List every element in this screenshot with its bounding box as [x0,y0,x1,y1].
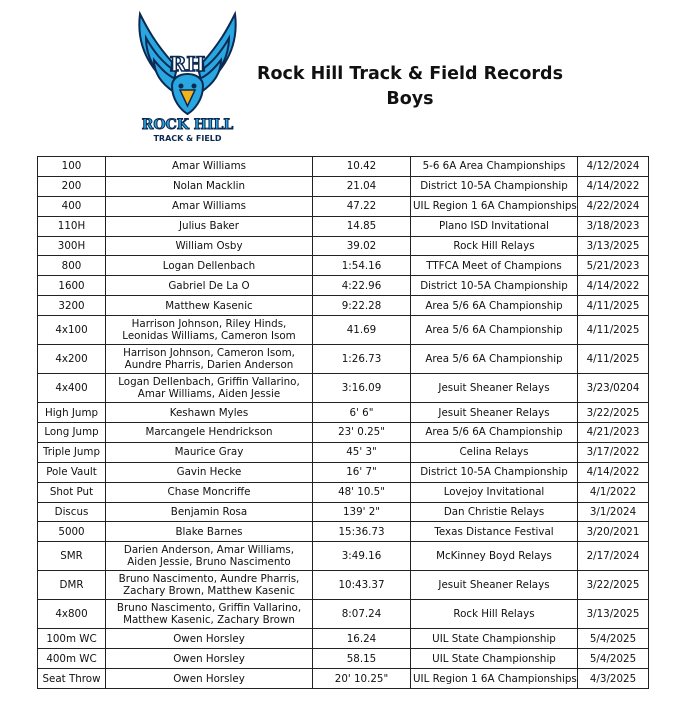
mark-cell: 14.85 [313,216,411,236]
event-cell: 300H [38,236,106,256]
table-row [38,196,649,216]
event-cell: Pole Vault [38,462,106,482]
date-cell: 4/11/2025 [578,296,649,316]
logo-subtitle: TRACK & FIELD [153,134,222,143]
mark-cell: 41.69 [313,316,411,345]
event-cell: 400m WC [38,649,106,669]
event-cell: 4x800 [38,600,106,629]
meet-cell: Area 5/6 6A Championship [411,316,578,345]
athlete-cell [106,316,313,345]
meet-cell: District 10-5A Championship [411,276,578,296]
date-cell: 4/11/2025 [578,345,649,374]
mark-cell: 139' 2" [313,502,411,522]
table-row [38,316,649,345]
athlete-line: Leonidas Williams, Cameron Isom [122,330,296,343]
table-row [38,256,649,276]
table-row [38,522,649,542]
table-row [38,502,649,522]
table-row [38,216,649,236]
athlete-line: Harrison Johnson, Riley Hinds, [131,318,287,331]
athlete-cell: Owen Horsley [106,629,313,649]
meet-cell: Jesuit Sheaner Relays [411,374,578,403]
date-cell: 3/18/2023 [578,216,649,236]
table-row [38,374,649,403]
athlete-cell: Maurice Gray [106,442,313,462]
table-row [38,629,649,649]
meet-cell: Area 5/6 6A Championship [411,345,578,374]
date-cell: 4/21/2023 [578,423,649,443]
athlete-line: Bruno Nascimento, Aundre Pharris, [118,573,300,586]
meet-cell: Jesuit Sheaner Relays [411,403,578,423]
date-cell: 3/13/2025 [578,600,649,629]
date-cell: 4/1/2022 [578,482,649,502]
meet-cell: Jesuit Sheaner Relays [411,571,578,600]
logo-monogram: RH [169,52,206,76]
event-cell: 4x400 [38,374,106,403]
date-cell: 3/20/2021 [578,522,649,542]
table-row [38,423,649,443]
date-cell: 4/11/2025 [578,316,649,345]
meet-cell: District 10-5A Championship [411,462,578,482]
date-cell: 4/14/2022 [578,176,649,196]
event-cell: 100m WC [38,629,106,649]
table-row [38,276,649,296]
mark-cell: 3:49.16 [313,542,411,571]
athlete-line: Harrison Johnson, Cameron Isom, [123,347,295,360]
meet-cell: UIL Region 1 6A Championships [411,669,578,689]
date-cell: 4/14/2022 [578,462,649,482]
table-row [38,571,649,600]
event-cell: 5000 [38,522,106,542]
athlete-cell: Marcangele Hendrickson [106,423,313,443]
athlete-cell: Nolan Macklin [106,176,313,196]
event-cell: 800 [38,256,106,276]
mark-cell: 39.02 [313,236,411,256]
mark-cell: 1:26.73 [313,345,411,374]
athlete-line: Zachary Brown, Matthew Kasenic [123,585,295,598]
athlete-cell: William Osby [106,236,313,256]
athlete-cell: Owen Horsley [106,649,313,669]
athlete-cell: Amar Williams [106,196,313,216]
mark-cell: 10:43.37 [313,571,411,600]
athlete-cell: Amar Williams [106,157,313,177]
athlete-cell [106,345,313,374]
mark-cell: 15:36.73 [313,522,411,542]
table-row [38,669,649,689]
athlete-line: Matthew Kasenic, Zachary Brown [123,614,295,627]
mark-cell: 58.15 [313,649,411,669]
event-cell: 4x100 [38,316,106,345]
meet-cell: Rock Hill Relays [411,600,578,629]
table-row [38,296,649,316]
athlete-line: Amar Williams, Aiden Jessie [137,388,281,401]
athlete-cell: Owen Horsley [106,669,313,689]
athlete-cell [106,542,313,571]
mark-cell: 16.24 [313,629,411,649]
event-cell: 110H [38,216,106,236]
event-cell: 3200 [38,296,106,316]
mark-cell: 23' 0.25" [313,423,411,443]
table-row [38,482,649,502]
athlete-cell: Gabriel De La O [106,276,313,296]
table-row [38,442,649,462]
athlete-cell [106,600,313,629]
table-row [38,176,649,196]
logo-wordmark: ROCK HILL [141,117,234,133]
date-cell: 4/14/2022 [578,276,649,296]
date-cell: 3/1/2024 [578,502,649,522]
event-cell: Long Jump [38,423,106,443]
date-cell: 3/13/2025 [578,236,649,256]
event-cell: 100 [38,157,106,177]
table-row [38,600,649,629]
event-cell: Discus [38,502,106,522]
meet-cell: District 10-5A Championship [411,176,578,196]
meet-cell: 5-6 6A Area Championships [411,157,578,177]
mark-cell: 21.04 [313,176,411,196]
event-cell: 200 [38,176,106,196]
date-cell: 4/12/2024 [578,157,649,177]
date-cell: 3/22/2025 [578,403,649,423]
athlete-cell: Gavin Hecke [106,462,313,482]
date-cell: 3/23/0204 [578,374,649,403]
meet-cell: Celina Relays [411,442,578,462]
mark-cell: 10.42 [313,157,411,177]
athlete-cell: Benjamin Rosa [106,502,313,522]
athlete-cell [106,571,313,600]
athlete-line: Aiden Jessie, Bruno Nascimento [127,556,291,569]
meet-cell: Dan Christie Relays [411,502,578,522]
mark-cell: 4:22.96 [313,276,411,296]
date-cell: 5/21/2023 [578,256,649,276]
mark-cell: 16' 7" [313,462,411,482]
athlete-line: Logan Dellenbach, Griffin Vallarino, [118,376,300,389]
table-row [38,542,649,571]
records-table [37,156,649,689]
date-cell: 5/4/2025 [578,649,649,669]
meet-cell: Area 5/6 6A Championship [411,296,578,316]
mark-cell: 9:22.28 [313,296,411,316]
meet-cell: TTFCA Meet of Champions [411,256,578,276]
meet-cell: UIL Region 1 6A Championships [411,196,578,216]
date-cell: 4/3/2025 [578,669,649,689]
mark-cell: 48' 10.5" [313,482,411,502]
event-cell: Shot Put [38,482,106,502]
meet-cell: Lovejoy Invitational [411,482,578,502]
athlete-cell: Matthew Kasenic [106,296,313,316]
athlete-cell [106,374,313,403]
table-row [38,462,649,482]
table-row [38,345,649,374]
meet-cell: Texas Distance Festival [411,522,578,542]
event-cell: 4x200 [38,345,106,374]
event-cell: 1600 [38,276,106,296]
meet-cell: Rock Hill Relays [411,236,578,256]
rock-hill-hawk-logo-icon [130,8,245,148]
event-cell: SMR [38,542,106,571]
mark-cell: 45' 3" [313,442,411,462]
athlete-cell: Blake Barnes [106,522,313,542]
date-cell: 5/4/2025 [578,629,649,649]
title-line-2: Boys [386,89,434,109]
event-cell: DMR [38,571,106,600]
mark-cell: 20' 10.25" [313,669,411,689]
mark-cell: 3:16.09 [313,374,411,403]
mark-cell: 1:54.16 [313,256,411,276]
meet-cell: UIL State Championship [411,649,578,669]
rock-hill-logo [130,8,245,148]
table-row [38,649,649,669]
athlete-cell: Keshawn Myles [106,403,313,423]
athlete-cell: Julius Baker [106,216,313,236]
table-row [38,403,649,423]
mark-cell: 6' 6" [313,403,411,423]
mark-cell: 47.22 [313,196,411,216]
event-cell: 400 [38,196,106,216]
meet-cell: McKinney Boyd Relays [411,542,578,571]
table-row [38,236,649,256]
page-title [255,62,565,112]
athlete-line: Bruno Nascimento, Griffin Vallarino, [116,602,302,615]
athlete-cell: Chase Moncriffe [106,482,313,502]
athlete-cell: Logan Dellenbach [106,256,313,276]
meet-cell: UIL State Championship [411,629,578,649]
date-cell: 2/17/2024 [578,542,649,571]
athlete-line: Aundre Pharris, Darien Anderson [124,359,294,372]
meet-cell: Plano ISD Invitational [411,216,578,236]
date-cell: 3/22/2025 [578,571,649,600]
event-cell: Triple Jump [38,442,106,462]
table-row [38,157,649,177]
date-cell: 3/17/2022 [578,442,649,462]
athlete-line: Darien Anderson, Amar Williams, [123,544,295,557]
event-cell: High Jump [38,403,106,423]
records-table-body [38,157,649,689]
title-line-1: Rock Hill Track & Field Records [256,64,563,84]
event-cell: Seat Throw [38,669,106,689]
date-cell: 4/22/2024 [578,196,649,216]
meet-cell: Area 5/6 6A Championship [411,423,578,443]
mark-cell: 8:07.24 [313,600,411,629]
